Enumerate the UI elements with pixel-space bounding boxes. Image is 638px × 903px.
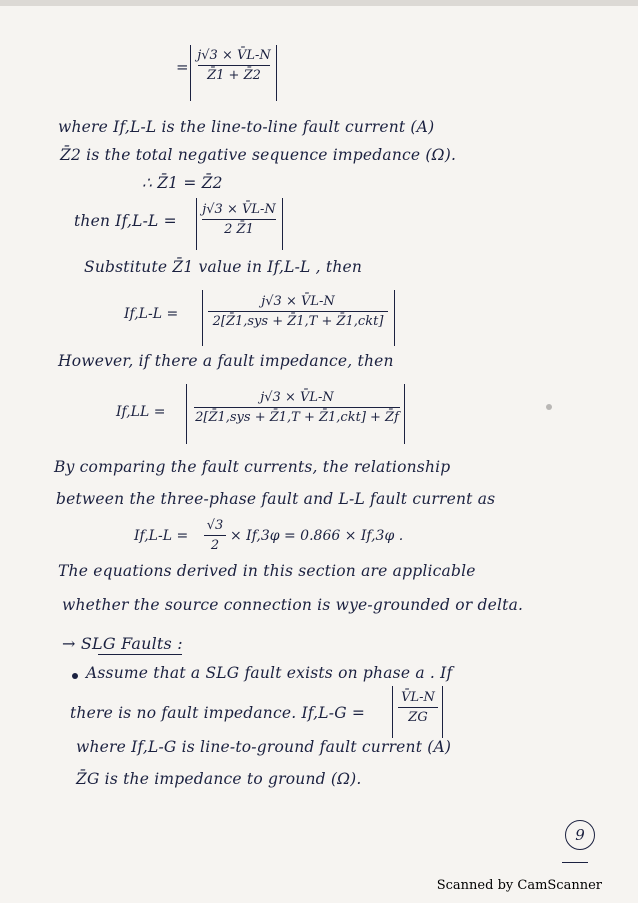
text-line: However, if there a fault impedance, then bbox=[58, 352, 394, 370]
eq4-fraction bbox=[194, 390, 400, 425]
abs-bar-right bbox=[442, 686, 443, 738]
abs-bar-right bbox=[282, 198, 283, 250]
abs-bar-right bbox=[404, 384, 405, 444]
text-line: Z̄2 is the total negative sequence impedance (Ω). bbox=[60, 146, 457, 164]
abs-bar-left bbox=[190, 45, 191, 101]
eq3-prefix: If,L-L = bbox=[124, 306, 179, 322]
text-line: where If,L-L is the line-to-line fault current (A) bbox=[58, 118, 435, 136]
eq4-numerator: j√3 × V̄L-N bbox=[260, 390, 334, 405]
eq4-denominator: 2[Z̄1,sys + Z̄1,T + Z̄1,ckt] + Z̄f bbox=[195, 410, 399, 425]
abs-bar-left bbox=[202, 290, 203, 346]
eq4-prefix: If,LL = bbox=[116, 404, 166, 420]
eq6-numerator: V̄L-N bbox=[401, 690, 435, 705]
page-number-underline bbox=[562, 862, 588, 863]
page-number: 9 bbox=[565, 820, 595, 850]
eq2-fraction bbox=[202, 202, 276, 237]
fraction-bar bbox=[202, 219, 276, 220]
eq6-prefix: there is no fault impedance. If,L-G = bbox=[70, 704, 366, 722]
eq1-prefix: = bbox=[176, 58, 189, 76]
eq2-denominator: 2 Z̄1 bbox=[224, 222, 254, 237]
eq5-fraction bbox=[204, 518, 226, 553]
fraction-bar bbox=[198, 65, 270, 66]
text-line: Z̄G is the impedance to ground (Ω). bbox=[76, 770, 362, 788]
bullet bbox=[72, 673, 78, 679]
text-line: The equations derived in this section are applicable bbox=[58, 562, 476, 580]
eq6-fraction bbox=[398, 690, 438, 725]
text-line: ∴ Z̄1 = Z̄2 bbox=[142, 174, 223, 192]
heading-underline bbox=[98, 654, 182, 655]
eq2-prefix: then If,L-L = bbox=[74, 212, 177, 230]
scanner-watermark: Scanned by CamScanner bbox=[436, 878, 602, 893]
text-line: where If,L-G is line-to-ground fault current (A) bbox=[76, 738, 452, 756]
fraction-bar bbox=[398, 707, 438, 708]
scan-speck bbox=[546, 404, 552, 410]
text-line: between the three-phase fault and L-L fault current as bbox=[56, 490, 496, 508]
fraction-bar bbox=[194, 407, 400, 408]
eq6-denominator: ZG bbox=[408, 710, 428, 725]
abs-bar-left bbox=[196, 198, 197, 250]
eq1-denominator: Z̄1 + Z̄2 bbox=[207, 68, 261, 83]
eq3-denominator: 2[Z̄1,sys + Z̄1,T + Z̄1,ckt] bbox=[212, 314, 384, 329]
eq2-numerator: j√3 × V̄L-N bbox=[202, 202, 276, 217]
eq1-numerator: j√3 × V̄L-N bbox=[197, 48, 271, 63]
fraction-bar bbox=[204, 535, 226, 536]
text-line: Assume that a SLG fault exists on phase a . If bbox=[86, 664, 453, 682]
text-line: Substitute Z̄1 value in If,L-L , then bbox=[84, 258, 363, 276]
section-heading: → SLG Faults : bbox=[62, 634, 183, 653]
eq5-numerator: √3 bbox=[206, 518, 224, 533]
eq5-rest: × If,3φ = 0.866 × If,3φ . bbox=[230, 528, 404, 544]
eq5-denominator: 2 bbox=[210, 538, 220, 553]
abs-bar-right bbox=[276, 45, 277, 101]
eq3-fraction bbox=[208, 294, 388, 329]
abs-bar-left bbox=[186, 384, 187, 444]
page-edge bbox=[0, 0, 638, 6]
eq1-fraction bbox=[198, 48, 270, 83]
fraction-bar bbox=[208, 311, 388, 312]
abs-bar-right bbox=[394, 290, 395, 346]
text-line: By comparing the fault currents, the relationship bbox=[54, 458, 451, 476]
text-line: whether the source connection is wye-grounded or delta. bbox=[62, 596, 524, 614]
eq5-prefix: If,L-L = bbox=[134, 528, 189, 544]
abs-bar-left bbox=[392, 686, 393, 738]
eq3-numerator: j√3 × V̄L-N bbox=[261, 294, 335, 309]
